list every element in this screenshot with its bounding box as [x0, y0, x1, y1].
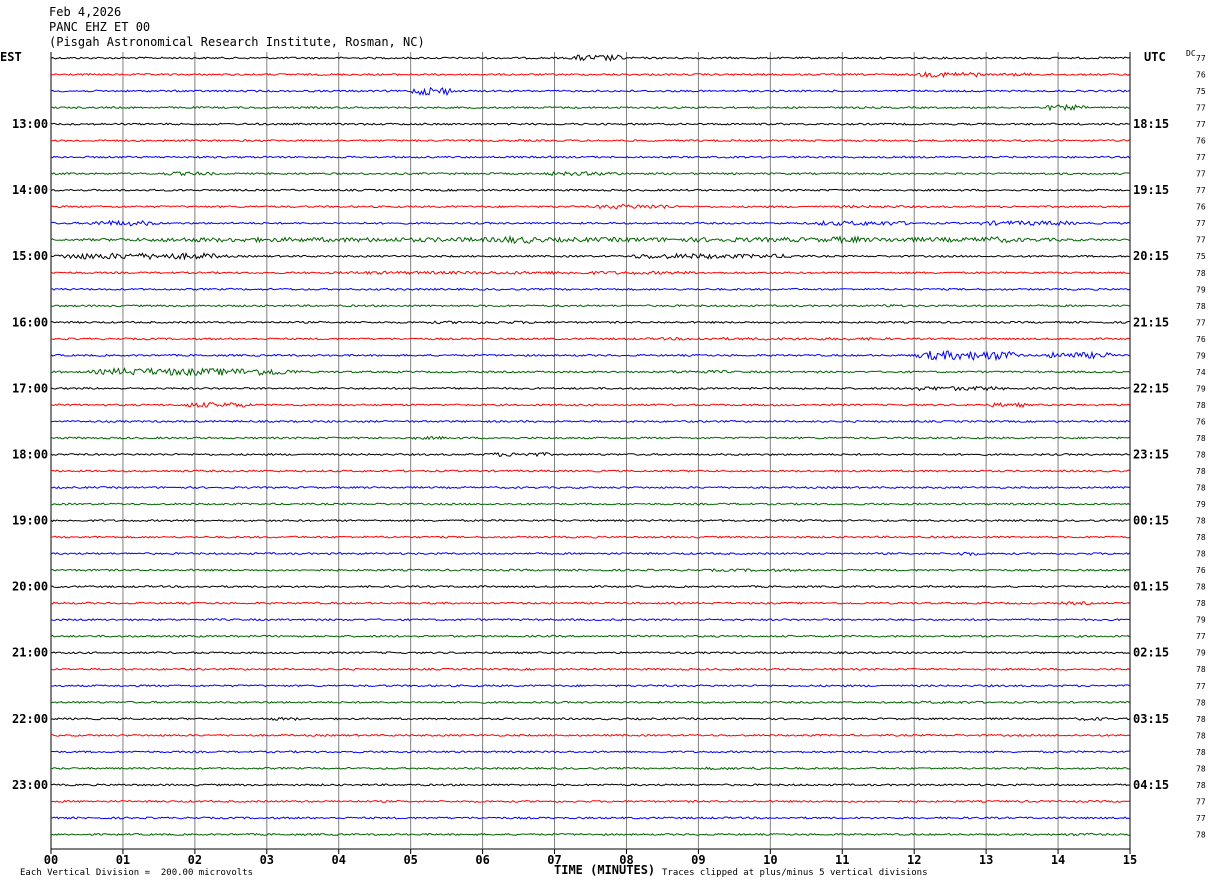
seismic-trace: [51, 767, 1130, 769]
dc-column-label: DC: [1186, 49, 1196, 58]
dc-offset-value: 79: [1196, 351, 1206, 361]
utc-hour-label: 02:15: [1133, 645, 1170, 660]
dc-offset-value: 75: [1196, 87, 1206, 97]
x-tick-label: 15: [1122, 853, 1138, 867]
dc-offset-value: 77: [1196, 235, 1206, 245]
x-tick-label: 04: [331, 853, 346, 867]
seismic-trace: [51, 652, 1130, 654]
station-code: PANC EHZ ET 00: [49, 20, 151, 34]
utc-hour-label: 22:15: [1133, 381, 1170, 396]
dc-offset-value: 78: [1196, 747, 1206, 757]
utc-hour-label: 23:15: [1133, 447, 1170, 462]
utc-hour-label: 21:15: [1133, 315, 1170, 330]
x-tick-label: 03: [259, 853, 275, 867]
plot-date: Feb 4,2026: [49, 5, 122, 19]
seismic-trace: [51, 668, 1130, 670]
dc-offset-value: 78: [1196, 731, 1206, 741]
seismic-trace: [51, 718, 1130, 721]
seismic-trace: [51, 619, 1130, 621]
dc-offset-value: 74: [1196, 367, 1206, 377]
x-tick-label: 10: [763, 853, 778, 867]
dc-offset-value: 79: [1196, 384, 1206, 394]
seismic-trace: [51, 569, 1130, 572]
seismic-trace: [51, 387, 1130, 391]
institution-name: (Pisgah Astronomical Research Institute, Rosman, NC): [49, 35, 425, 49]
x-axis-title: TIME (MINUTES): [554, 863, 656, 877]
utc-hour-label: 00:15: [1133, 513, 1170, 528]
seismic-trace: [51, 403, 1130, 408]
x-tick-label: 14: [1050, 853, 1066, 867]
x-tick-label: 06: [475, 853, 490, 867]
seismic-trace: [51, 685, 1130, 687]
seismic-trace: [51, 72, 1130, 77]
seismic-trace: [51, 487, 1130, 489]
dc-offset-value: 79: [1196, 500, 1206, 510]
clip-note: Traces clipped at plus/minus 5 vertical divisions: [662, 868, 928, 878]
x-tick-label: 08: [619, 853, 634, 867]
est-hour-label: 20:00: [12, 579, 49, 594]
utc-hour-label: 03:15: [1133, 711, 1170, 726]
seismic-trace: [51, 701, 1130, 703]
vertical-scale-note: Each Vertical Division = 200.00 microvolts: [20, 868, 253, 878]
dc-offset-value: 78: [1196, 268, 1206, 278]
dc-offset-value: 76: [1196, 202, 1206, 212]
seismic-trace: [51, 437, 1130, 440]
dc-offset-value: 77: [1196, 169, 1206, 179]
seismic-trace: [51, 156, 1130, 158]
dc-offset-value: 77: [1196, 120, 1206, 130]
est-hour-label: 14:00: [12, 183, 49, 198]
seismic-trace: [51, 520, 1130, 522]
seismic-trace: [51, 189, 1130, 191]
dc-offset-value: 79: [1196, 648, 1206, 658]
seismic-trace: [51, 105, 1130, 110]
utc-axis-label: UTC: [1144, 50, 1166, 64]
dc-offset-value: 78: [1196, 467, 1206, 476]
seismic-trace: [51, 751, 1130, 753]
utc-hour-label: 18:15: [1133, 117, 1170, 132]
dc-offset-value: 76: [1196, 334, 1206, 344]
seismic-trace: [51, 237, 1130, 243]
dc-offset-value: 78: [1196, 665, 1206, 675]
seismic-trace: [51, 801, 1130, 803]
seismic-trace: [51, 271, 1130, 274]
seismic-trace: [51, 536, 1130, 538]
est-hour-label: 21:00: [12, 645, 49, 660]
dc-offset-value: 77: [1196, 153, 1206, 163]
dc-offset-value: 78: [1196, 698, 1206, 708]
dc-offset-value: 77: [1196, 103, 1206, 113]
dc-offset-value: 78: [1196, 830, 1206, 840]
seismic-trace: [51, 55, 1130, 60]
dc-offset-value: 77: [1196, 186, 1206, 196]
dc-offset-value: 79: [1196, 285, 1206, 295]
dc-offset-value: 78: [1196, 433, 1206, 443]
dc-offset-value: 77: [1196, 797, 1206, 807]
dc-offset-value: 77: [1196, 813, 1206, 823]
seismic-trace: [51, 817, 1130, 819]
seismic-trace: [51, 470, 1130, 472]
seismic-trace: [51, 338, 1130, 341]
seismic-trace: [51, 221, 1130, 226]
dc-offset-value: 76: [1196, 566, 1206, 576]
est-hour-label: 16:00: [12, 315, 49, 330]
est-hour-label: 22:00: [12, 711, 49, 726]
seismic-trace: [51, 351, 1130, 360]
seismic-trace: [51, 288, 1130, 290]
seismic-trace: [51, 205, 1130, 209]
seismic-trace: [51, 552, 1130, 555]
dc-offset-value: 78: [1196, 516, 1206, 526]
seismic-trace: [51, 88, 1130, 95]
dc-offset-value: 76: [1196, 417, 1206, 427]
dc-offset-value: 77: [1196, 318, 1206, 328]
x-tick-label: 09: [691, 853, 706, 867]
est-hour-label: 18:00: [12, 447, 49, 462]
seismic-trace: [51, 369, 1130, 376]
dc-offset-value: 78: [1196, 450, 1206, 460]
dc-offset-value: 77: [1196, 632, 1206, 642]
seismic-trace: [51, 123, 1130, 125]
x-tick-label: 01: [115, 853, 131, 867]
seismic-trace: [51, 734, 1130, 736]
x-tick-label: 02: [187, 853, 203, 867]
x-tick-label: 00: [43, 853, 59, 867]
dc-offset-value: 78: [1196, 764, 1206, 774]
est-axis-label: EST: [0, 50, 22, 64]
dc-offset-value: 77: [1196, 681, 1206, 691]
dc-offset-value: 78: [1196, 483, 1206, 493]
seismic-trace: [51, 586, 1130, 588]
seismic-trace: [51, 453, 1130, 457]
x-tick-label: 13: [978, 853, 994, 867]
dc-offset-value: 78: [1196, 533, 1206, 543]
est-hour-label: 19:00: [12, 513, 49, 528]
seismic-trace: [51, 833, 1130, 835]
x-tick-label: 05: [403, 853, 418, 867]
dc-offset-value: 77: [1196, 54, 1206, 63]
dc-offset-value: 76: [1196, 136, 1206, 146]
x-tick-label: 11: [835, 853, 850, 867]
dc-offset-value: 78: [1196, 714, 1206, 724]
seismic-trace: [51, 305, 1130, 307]
dc-offset-value: 75: [1196, 252, 1206, 262]
seismic-trace: [51, 635, 1130, 637]
seismic-trace: [51, 140, 1130, 142]
x-tick-label: 12: [906, 853, 922, 867]
dc-offset-value: 78: [1196, 780, 1206, 790]
seismic-trace: [51, 421, 1130, 423]
est-hour-label: 15:00: [12, 249, 49, 264]
utc-hour-label: 04:15: [1133, 777, 1170, 792]
dc-offset-value: 78: [1196, 599, 1206, 609]
est-hour-label: 13:00: [12, 117, 49, 132]
dc-offset-value: 76: [1196, 70, 1206, 80]
seismic-trace: [51, 784, 1130, 786]
seismic-trace: [51, 503, 1130, 505]
utc-hour-label: 20:15: [1133, 249, 1170, 264]
seismic-trace: [51, 321, 1130, 324]
utc-hour-label: 01:15: [1133, 579, 1170, 594]
dc-offset-value: 77: [1196, 219, 1206, 229]
dc-offset-value: 79: [1196, 615, 1206, 625]
est-hour-label: 17:00: [12, 381, 49, 396]
seismic-trace: [51, 602, 1130, 605]
dc-offset-value: 78: [1196, 582, 1206, 592]
seismic-trace: [51, 172, 1130, 176]
dc-offset-value: 78: [1196, 400, 1206, 410]
seismic-trace: [51, 253, 1130, 259]
utc-hour-label: 19:15: [1133, 183, 1170, 198]
dc-offset-value: 78: [1196, 301, 1206, 311]
x-tick-label: 07: [547, 853, 562, 867]
est-hour-label: 23:00: [12, 777, 49, 792]
dc-offset-value: 78: [1196, 549, 1206, 559]
